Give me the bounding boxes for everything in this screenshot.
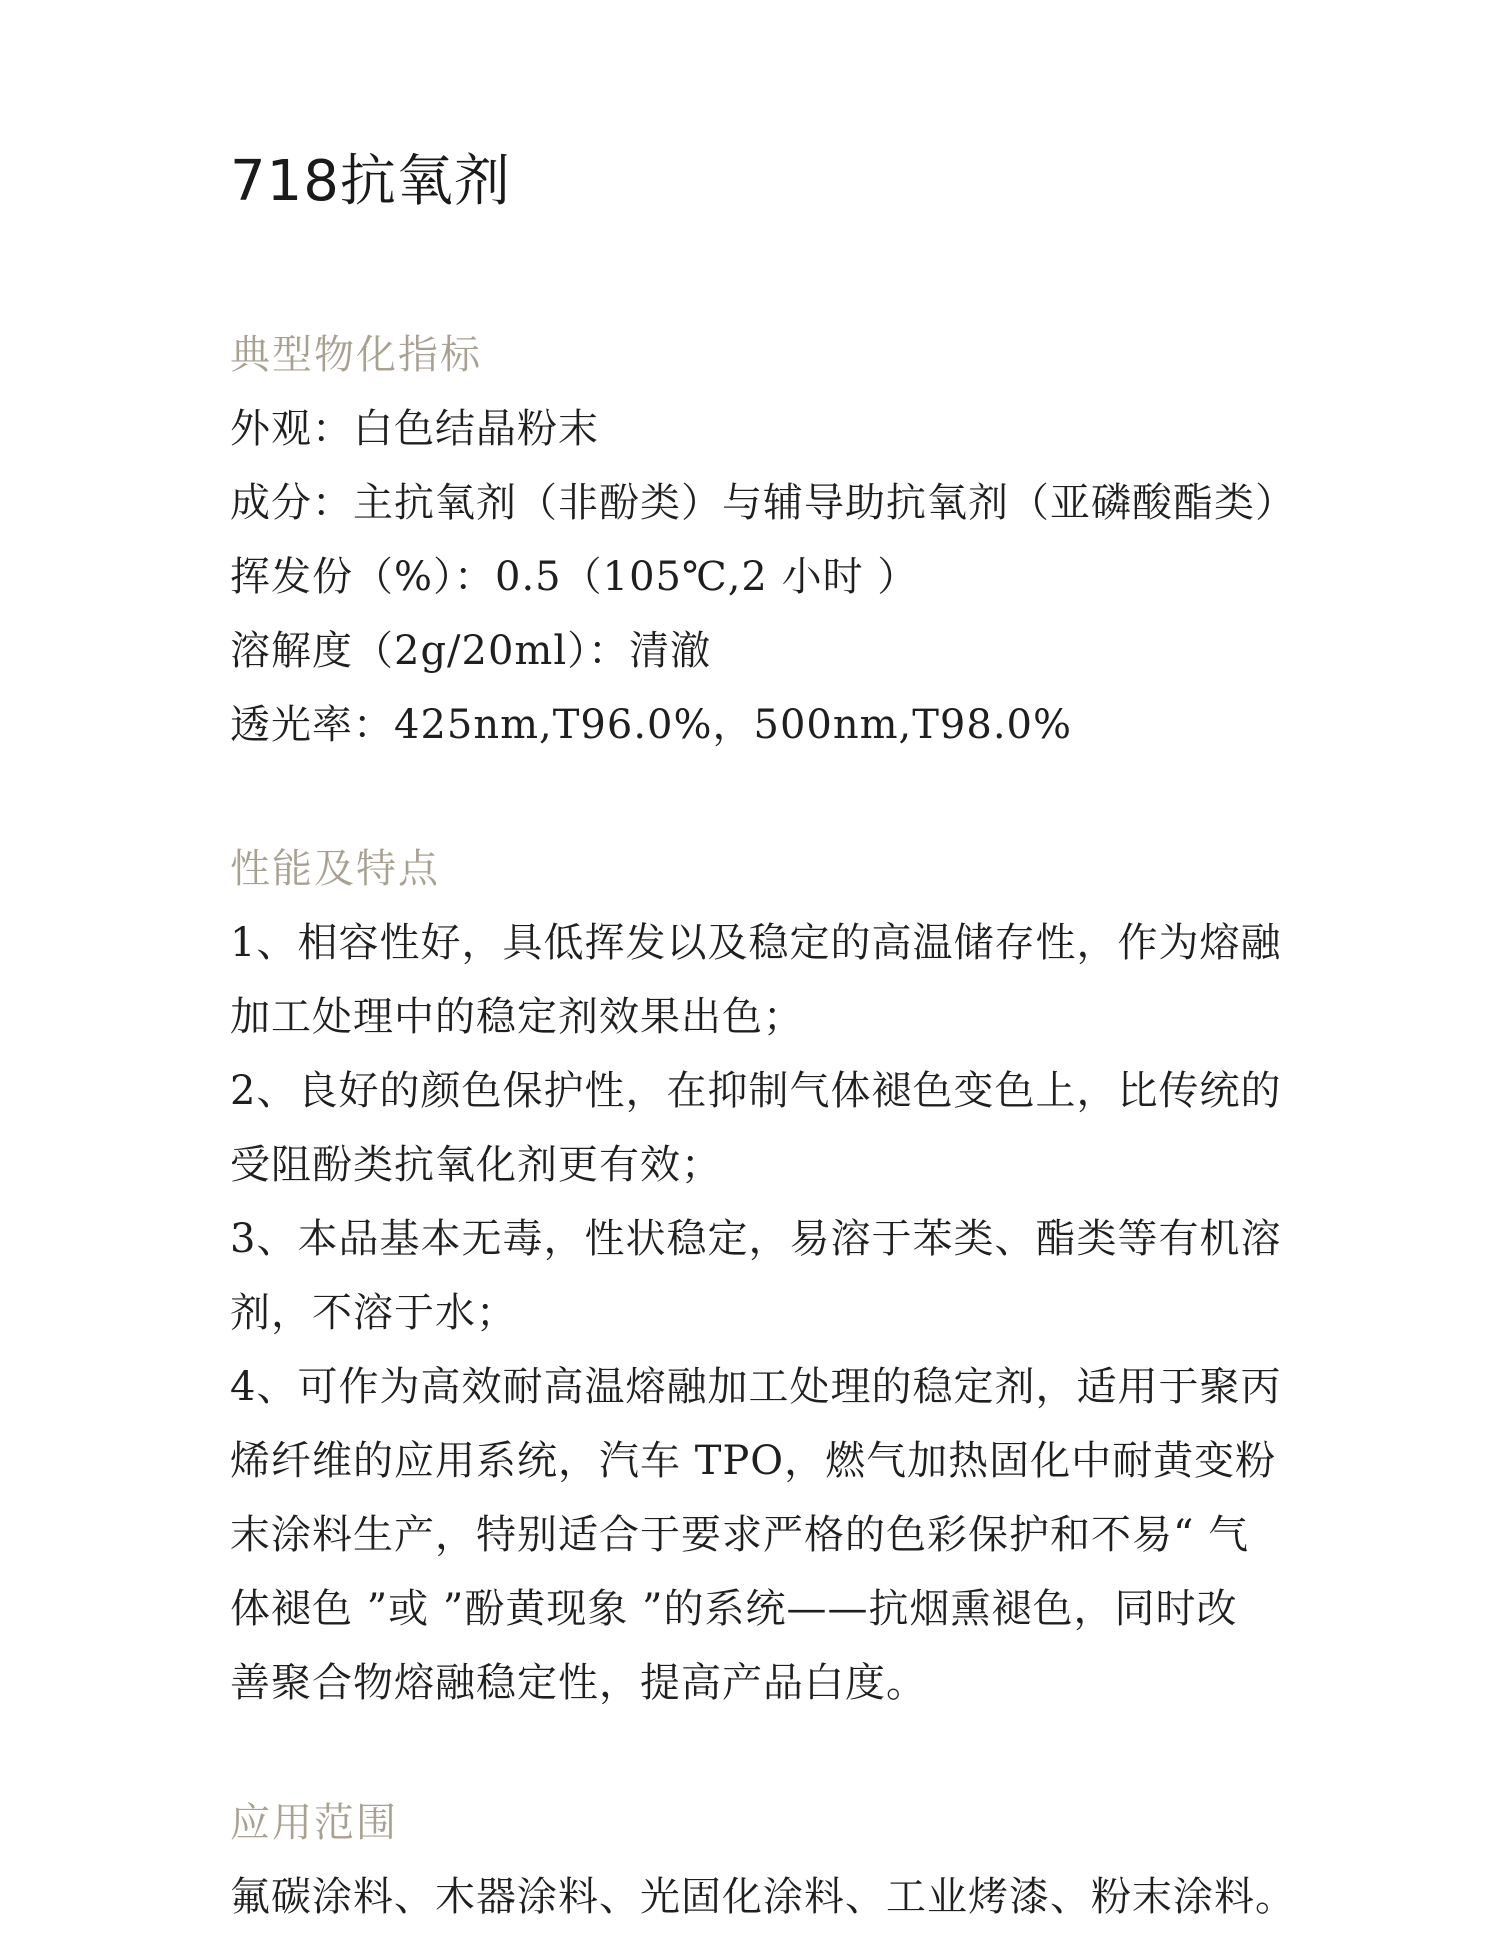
feature-line: 加工处理中的稳定剂效果出色； bbox=[230, 994, 804, 1040]
property-solubility: 溶解度（2g/20ml）：清澈 bbox=[230, 628, 712, 674]
section-heading-applications: 应用范围 bbox=[230, 1800, 398, 1846]
page-title: 718抗氧剂 bbox=[230, 149, 511, 214]
feature-item bbox=[230, 1054, 1350, 1202]
feature-line: 末涂料生产，特别适合于要求严格的色彩保护和不易“ 气 bbox=[230, 1512, 1250, 1558]
property-transmittance: 透光率：425nm,T96.0%，500nm,T98.0% bbox=[230, 702, 1073, 748]
section-properties bbox=[230, 318, 1350, 762]
section-applications bbox=[230, 1786, 1350, 1934]
feature-line: 善聚合物熔融稳定性，提高产品白度。 bbox=[230, 1660, 927, 1706]
feature-line: 受阻酚类抗氧化剂更有效； bbox=[230, 1142, 722, 1188]
section-heading-features: 性能及特点 bbox=[230, 846, 440, 892]
section-features bbox=[230, 832, 1350, 1720]
feature-item bbox=[230, 1350, 1350, 1720]
feature-line: 体褪色 ”或 ”酚黄现象 ”的系统——抗烟熏褪色，同时改 bbox=[230, 1586, 1238, 1632]
feature-item bbox=[230, 906, 1350, 1054]
property-appearance: 外观：白色结晶粉末 bbox=[230, 406, 599, 452]
section-heading-properties: 典型物化指标 bbox=[230, 332, 482, 378]
feature-line: 1、相容性好，具低挥发以及稳定的高温储存性，作为熔融 bbox=[230, 920, 1282, 966]
feature-line: 烯纤维的应用系统，汽车 TPO，燃气加热固化中耐黄变粉 bbox=[230, 1438, 1277, 1484]
feature-line: 3、本品基本无毒，性状稳定，易溶于苯类、酯类等有机溶 bbox=[230, 1216, 1282, 1262]
feature-line: 2、良好的颜色保护性，在抑制气体褪色变色上，比传统的 bbox=[230, 1068, 1282, 1114]
feature-item bbox=[230, 1202, 1350, 1350]
property-composition: 成分：主抗氧剂（非酚类）与辅导助抗氧剂（亚磷酸酯类） bbox=[230, 480, 1296, 526]
feature-line: 4、可作为高效耐高温熔融加工处理的稳定剂，适用于聚丙 bbox=[230, 1364, 1282, 1410]
feature-line: 剂，不溶于水； bbox=[230, 1290, 517, 1336]
property-volatiles: 挥发份（%）：0.5（105℃,2 小时 ） bbox=[230, 554, 919, 600]
application-list: 氟碳涂料、木器涂料、光固化涂料、工业烤漆、粉末涂料。 bbox=[230, 1874, 1296, 1920]
